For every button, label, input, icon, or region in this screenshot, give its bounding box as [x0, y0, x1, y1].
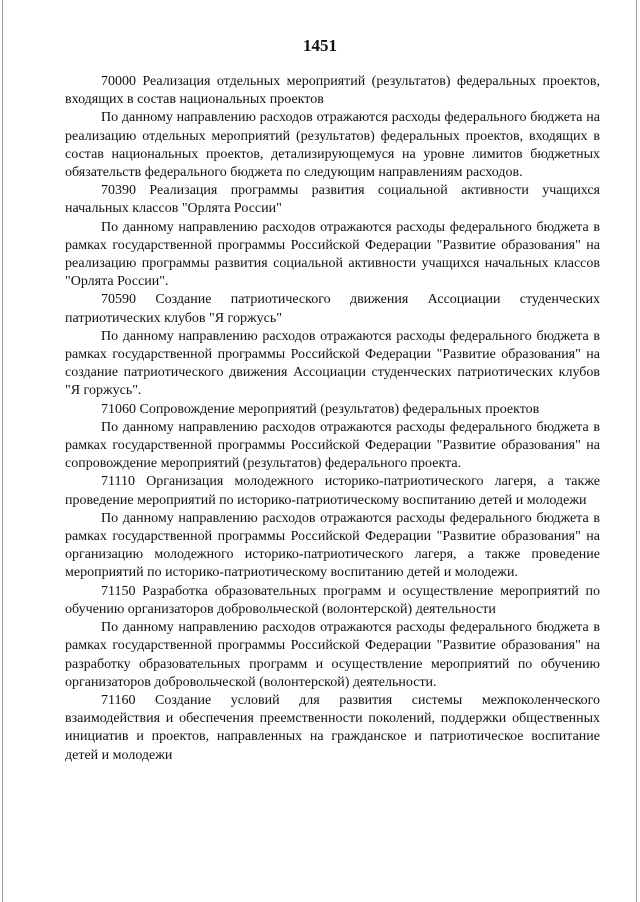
code-heading-71150: 71150 Разработка образовательных программ и осуществление мероприятий по обучению организаторов добровольческой (волонтерской) деятельности — [65, 583, 600, 617]
description-71060: По данному направлению расходов отражаются расходы федерального бюджета в рамках государственной программы Российской Федерации "Развитие образования" на сопровождение мероприятий (результатов) федерального проекта. — [65, 419, 600, 472]
document-body — [65, 73, 600, 765]
page-number: 1451 — [303, 36, 337, 55]
code-heading-71110: 71110 Организация молодежного историко-патриотического лагеря, а также проведение мероприятий по историко-патриотическому воспитанию детей и молодежи — [65, 474, 600, 508]
description-71150: По данному направлению расходов отражаются расходы федерального бюджета в рамках государственной программы Российской Федерации "Развитие образования" на разработку образовательных программ и осуществление мероприятий по обучению организаторов добровольческой (волонтерской) деятельности. — [65, 620, 600, 690]
description-70390: По данному направлению расходов отражаются расходы федерального бюджета в рамках государственной программы Российской Федерации "Развитие образования" на реализацию программы развития социальной активности учащихся начальных классов "Орлята России". — [65, 219, 600, 290]
code-heading-71160: 71160 Создание условий для развития системы межпоколенческого взаимодействия и обеспечения преемственности поколений, поддержки общественных инициатив и проектов, направленных на гражданское и патриотическое воспитание детей и молодежи — [65, 692, 600, 763]
description-70000: По данному направлению расходов отражаются расходы федерального бюджета на реализацию отдельных мероприятий (результатов) федеральных проектов, входящих в состав национальных проектов, детализирующемуся на уровне лимитов бюджетных обязательств федерального бюджета по следующим направлениям расходов. — [65, 110, 600, 181]
code-heading-71060: 71060 Сопровождение мероприятий (результатов) федеральных проектов — [101, 401, 540, 417]
scan-left-edge — [2, 0, 3, 902]
description-71110: По данному направлению расходов отражаются расходы федерального бюджета в рамках государственной программы Российской Федерации "Развитие образования" на организацию молодежного историко-патриотического лагеря, а также проведение мероприятий по историко-патриотическому воспитанию детей и молодежи. — [65, 510, 600, 581]
code-heading-70390: 70390 Реализация программы развития социальной активности учащихся начальных классов "Орлята России" — [65, 183, 600, 217]
scan-right-edge — [636, 0, 637, 902]
code-heading-70590: 70590 Создание патриотического движения Ассоциации студенческих патриотических клубов "Я горжусь" — [65, 292, 600, 326]
description-70590: По данному направлению расходов отражаются расходы федерального бюджета в рамках государственной программы Российской Федерации "Развитие образования" на создание патриотического движения Ассоциации студенческих патриотических клубов "Я горжусь". — [65, 328, 600, 399]
code-heading-70000: 70000 Реализация отдельных мероприятий (результатов) федеральных проектов, входящих в состав национальных проектов — [65, 74, 600, 108]
